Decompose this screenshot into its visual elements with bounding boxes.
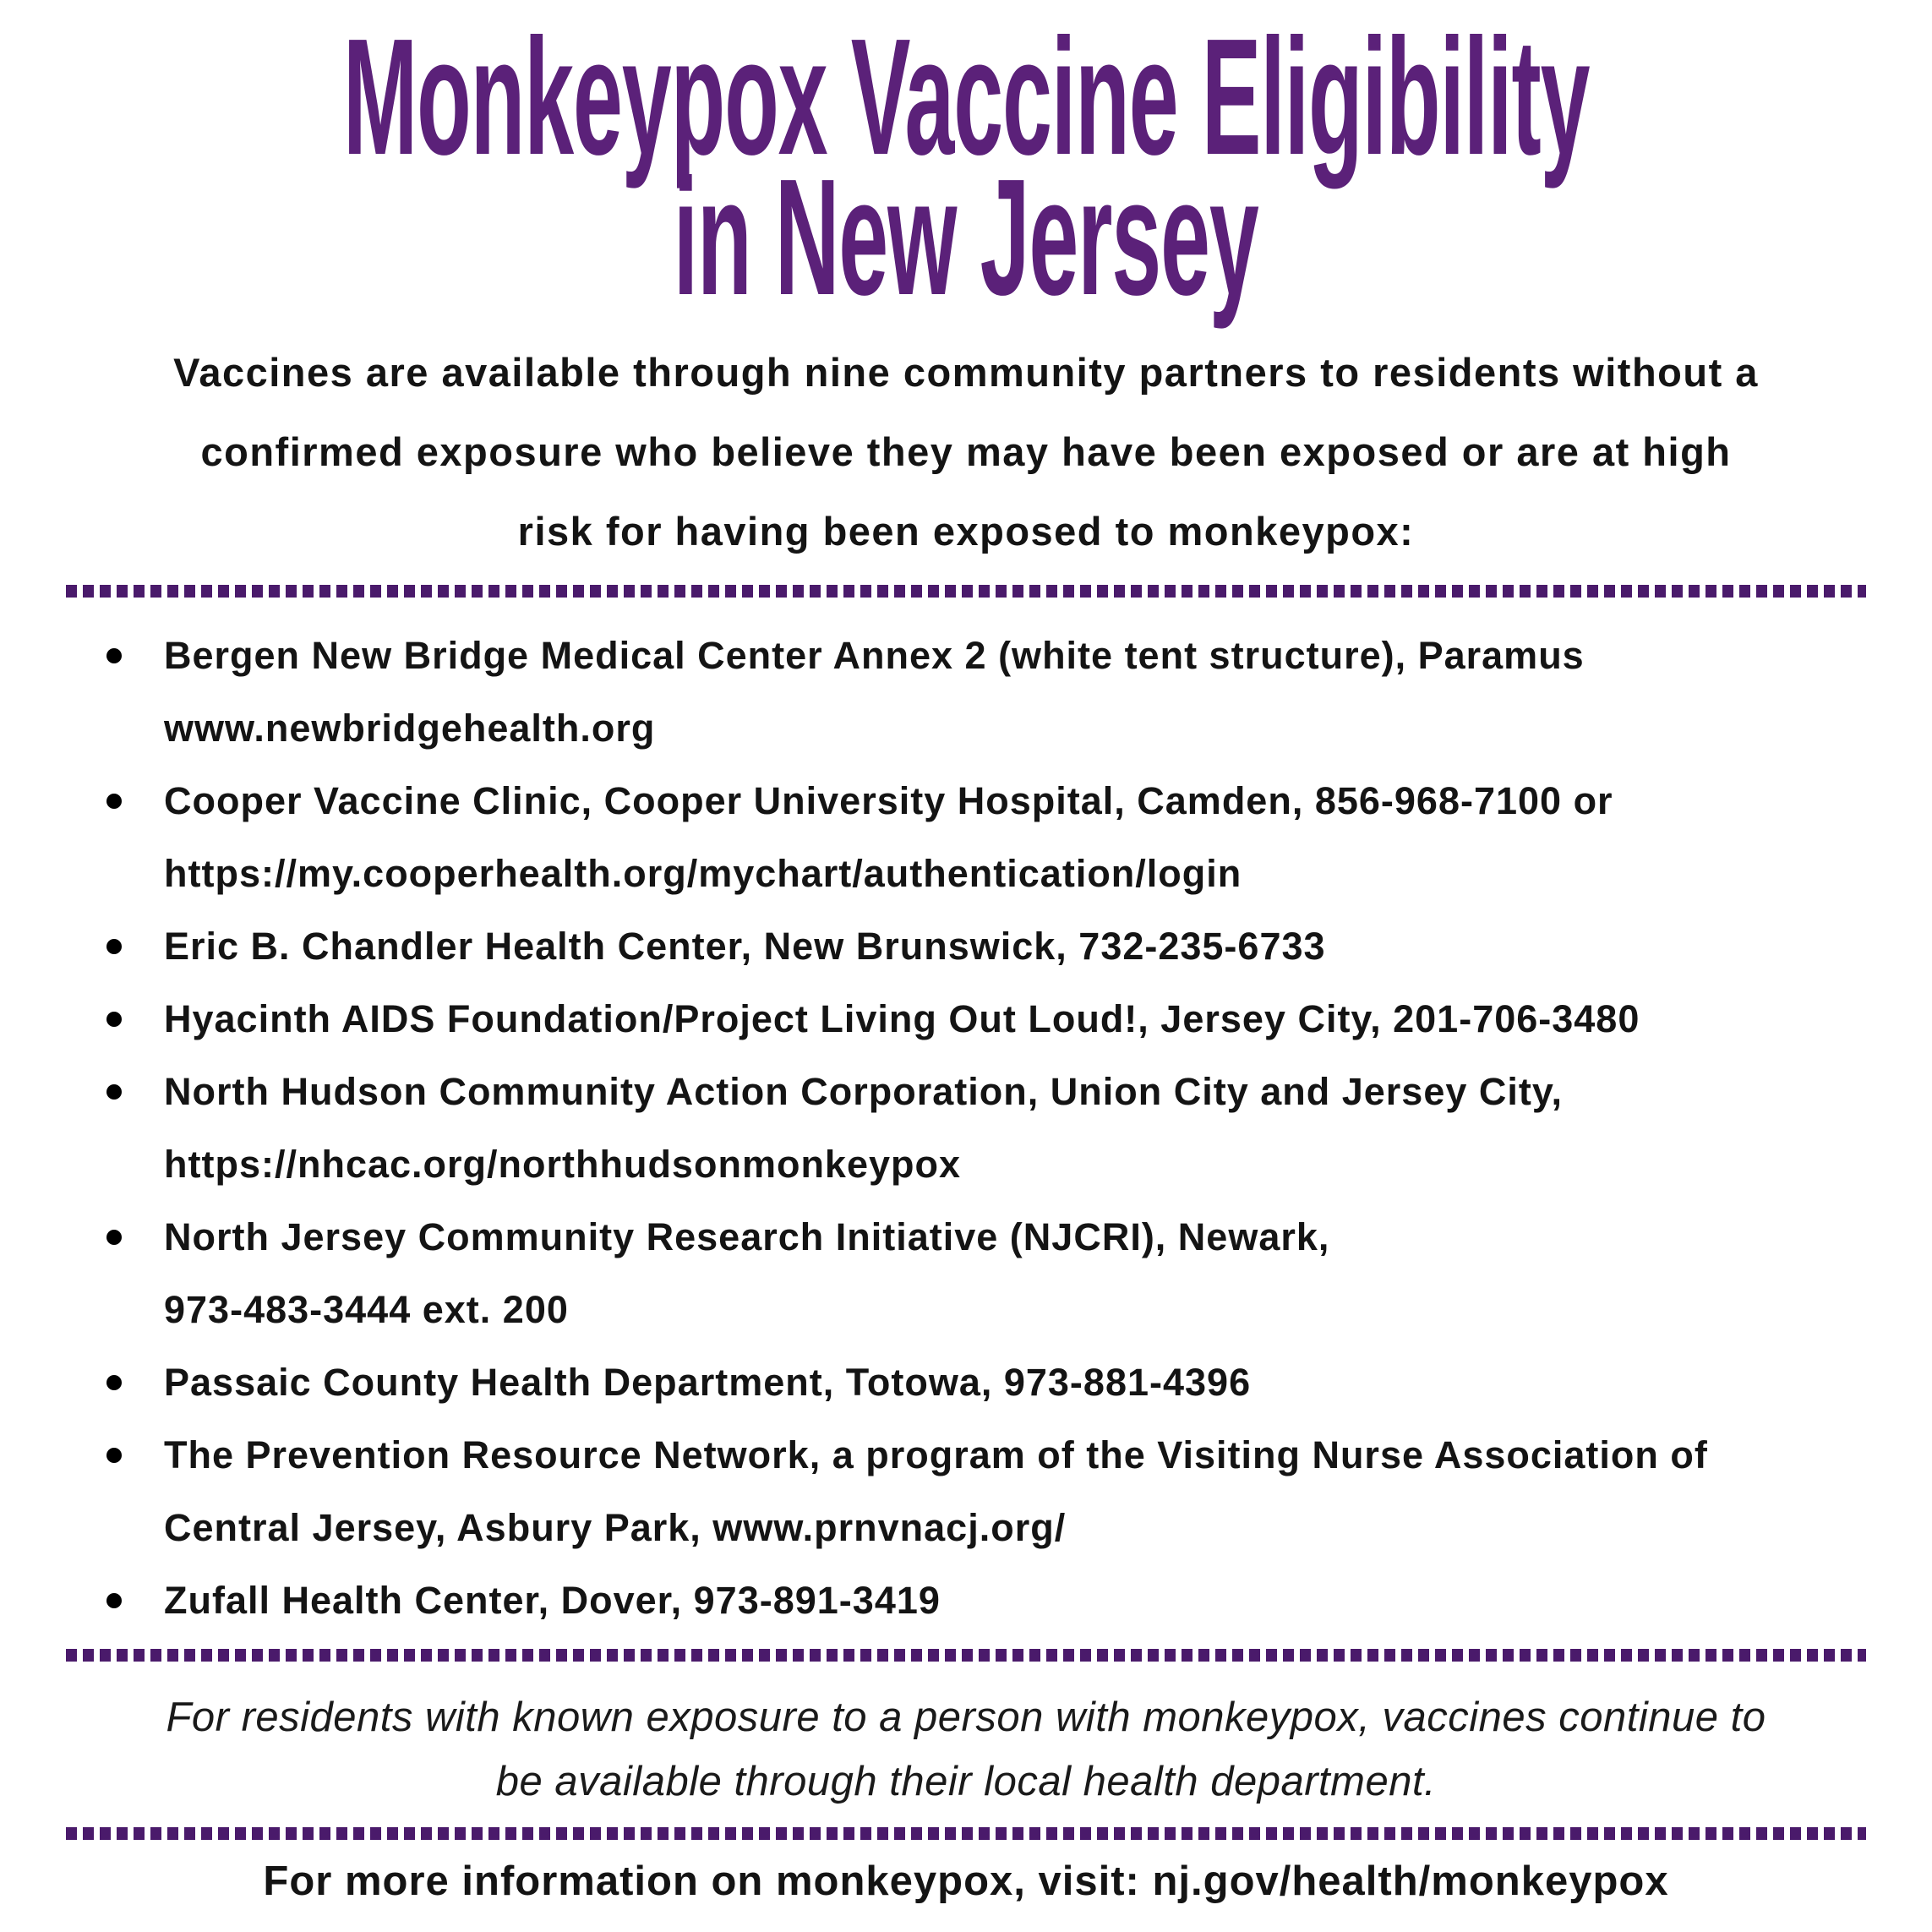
partner-item-chandler [106, 910, 1866, 983]
partner-line: Bergen New Bridge Medical Center Annex 2 (white tent structure), Paramus [164, 634, 1585, 677]
partner-line: Hyacinth AIDS Foundation/Project Living Out Loud!, Jersey City, 201-706-3480 [164, 997, 1640, 1040]
bullet-icon [106, 794, 122, 809]
title-line-2: in New Jersey [674, 145, 1258, 330]
bullet-icon [106, 648, 122, 663]
page-title [66, 4, 1866, 330]
partner-item-njcri [106, 1201, 1866, 1346]
dotted-divider [66, 1827, 1866, 1840]
partner-item-passaic [106, 1346, 1866, 1419]
bullet-icon [106, 939, 122, 954]
dotted-divider [66, 585, 1866, 598]
partner-item-prevention-network [106, 1419, 1866, 1564]
note-line: For residents with known exposure to a person with monkeypox, vaccines continue to [166, 1695, 1766, 1740]
note-line: be available through their local health department. [495, 1759, 1437, 1804]
partner-item-hyacinth [106, 983, 1866, 1056]
partner-list [66, 619, 1866, 1637]
partner-line: Passaic County Health Department, Totowa, 973-881-4396 [164, 1361, 1252, 1404]
bullet-icon [106, 1593, 122, 1608]
bullet-icon [106, 1012, 122, 1027]
intro-line: confirmed exposure who believe they may have been exposed or are at high [200, 429, 1732, 474]
more-info-footer: For more information on monkeypox, visit: nj.gov/health/monkeypox [263, 1858, 1669, 1904]
partner-line: Central Jersey, Asbury Park, www.prnvnacj.org/ [164, 1506, 1067, 1549]
partner-item-north-hudson [106, 1056, 1866, 1201]
partner-line: www.newbridgehealth.org [164, 707, 656, 750]
intro-paragraph [66, 333, 1866, 571]
bullet-icon [106, 1448, 122, 1463]
partner-line: Eric B. Chandler Health Center, New Brunswick, 732-235-6733 [164, 925, 1326, 968]
partner-line: The Prevention Resource Network, a program of the Visiting Nurse Association of [164, 1433, 1708, 1476]
partner-line: 973-483-3444 ext. 200 [164, 1288, 569, 1331]
partner-line: https://nhcac.org/northhudsonmonkeypox [164, 1143, 962, 1186]
partner-item-bergen [106, 619, 1866, 765]
intro-line: risk for having been exposed to monkeypox: [517, 509, 1415, 554]
partner-line: North Jersey Community Research Initiative (NJCRI), Newark, [164, 1215, 1330, 1258]
known-exposure-note [66, 1685, 1866, 1814]
bullet-icon [106, 1375, 122, 1390]
partner-line: https://my.cooperhealth.org/mychart/authentication/login [164, 852, 1242, 895]
bullet-icon [106, 1230, 122, 1245]
partner-line: Zufall Health Center, Dover, 973-891-3419 [164, 1579, 941, 1622]
intro-line: Vaccines are available through nine community partners to residents without a [173, 350, 1759, 395]
partner-item-cooper [106, 765, 1866, 910]
title-line-1: Monkeypox Vaccine Eligibility [342, 4, 1590, 189]
partner-item-zufall [106, 1564, 1866, 1637]
bullet-icon [106, 1084, 122, 1100]
partner-line: North Hudson Community Action Corporation, Union City and Jersey City, [164, 1070, 1564, 1113]
partner-line: Cooper Vaccine Clinic, Cooper University Hospital, Camden, 856-968-7100 or [164, 779, 1613, 822]
dotted-divider [66, 1649, 1866, 1662]
